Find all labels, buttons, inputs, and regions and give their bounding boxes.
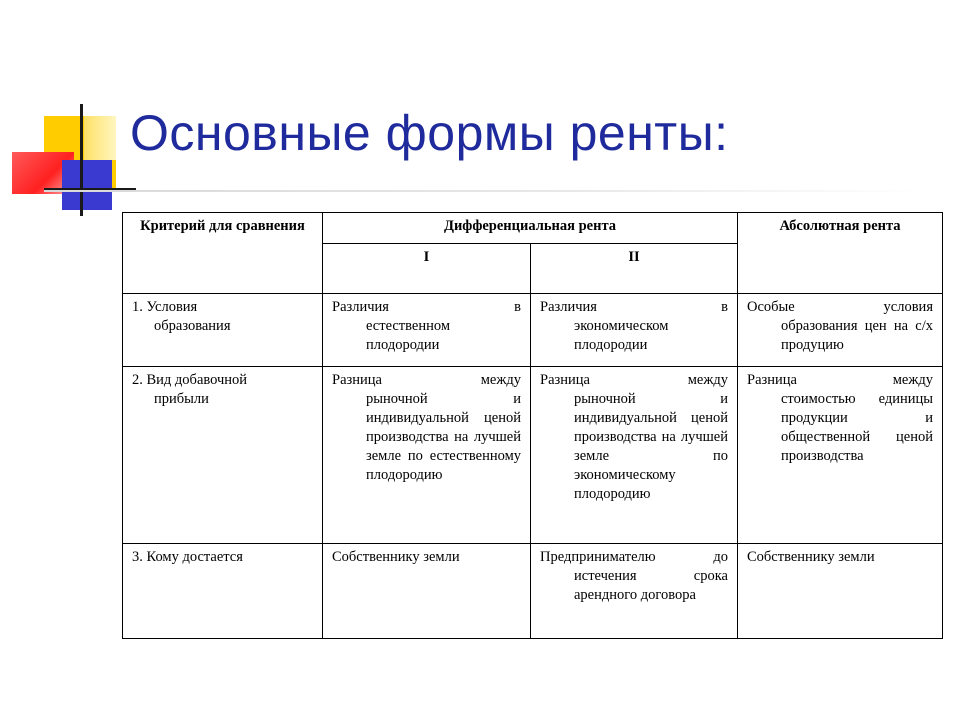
cell-text-cont: стоимостью единицы продукции и общественной ценой производства bbox=[781, 391, 933, 464]
criteria-cell bbox=[123, 544, 323, 639]
header-differential-i: I bbox=[323, 244, 531, 294]
cell-text: Особые условия bbox=[747, 299, 933, 315]
cell-text: Собственнику земли bbox=[332, 549, 460, 565]
diff-ii-cell bbox=[531, 367, 738, 544]
criteria-text: 2. Вид добавочной bbox=[132, 372, 248, 388]
cell-text-cont: истечения срока арендного договора bbox=[574, 568, 728, 603]
cell-text: Различия в bbox=[332, 299, 521, 315]
header-differential-ii: II bbox=[531, 244, 738, 294]
criteria-cell bbox=[123, 294, 323, 367]
criteria-text: 3. Кому достается bbox=[132, 549, 243, 565]
cell-text-cont: рыночной и индивидуальной ценой производства на лучшей земле по естественному плодородию bbox=[366, 391, 521, 483]
blue-square bbox=[62, 160, 112, 210]
diff-ii-cell bbox=[531, 544, 738, 639]
absolute-cell bbox=[738, 544, 943, 639]
cell-text-cont: экономическом плодородии bbox=[574, 318, 669, 353]
criteria-text-cont: образования bbox=[154, 318, 231, 334]
cell-text: Различия в bbox=[540, 299, 728, 315]
light-yellow-square bbox=[84, 116, 116, 160]
cell-text: Разница между bbox=[747, 372, 933, 388]
criteria-text: 1. Условия bbox=[132, 299, 198, 315]
cell-text: Разница между bbox=[540, 372, 728, 388]
vertical-line bbox=[80, 104, 83, 216]
table-row bbox=[123, 367, 943, 544]
decorative-squares-logo bbox=[0, 0, 140, 220]
rent-comparison-table bbox=[122, 212, 943, 639]
cell-text: Предпринимателю до bbox=[540, 549, 728, 565]
absolute-cell bbox=[738, 367, 943, 544]
criteria-text-cont: прибыли bbox=[154, 391, 209, 407]
slide-title: Основные формы ренты: bbox=[130, 105, 729, 161]
header-absolute-rent: Абсолютная рента bbox=[738, 213, 943, 294]
cell-text-cont: рыночной и индивидуальной ценой производства на лучшей земле по экономическому плодородию bbox=[574, 391, 728, 502]
diff-i-cell bbox=[323, 367, 531, 544]
criteria-cell bbox=[123, 367, 323, 544]
cell-text: Разница между bbox=[332, 372, 521, 388]
table-row bbox=[123, 294, 943, 367]
cell-text: Собственнику земли bbox=[747, 549, 875, 565]
cell-text-cont: образования цен на с/х продуцию bbox=[781, 318, 933, 353]
absolute-cell bbox=[738, 294, 943, 367]
diff-i-cell bbox=[323, 544, 531, 639]
diff-i-cell bbox=[323, 294, 531, 367]
header-criteria: Критерий для сравнения bbox=[123, 213, 323, 294]
cell-text-cont: естественном плодородии bbox=[366, 318, 451, 353]
table-header-row bbox=[123, 213, 943, 244]
title-underline bbox=[44, 190, 924, 192]
table-row bbox=[123, 544, 943, 639]
diff-ii-cell bbox=[531, 294, 738, 367]
header-differential-rent: Дифференциальная рента bbox=[323, 213, 738, 244]
